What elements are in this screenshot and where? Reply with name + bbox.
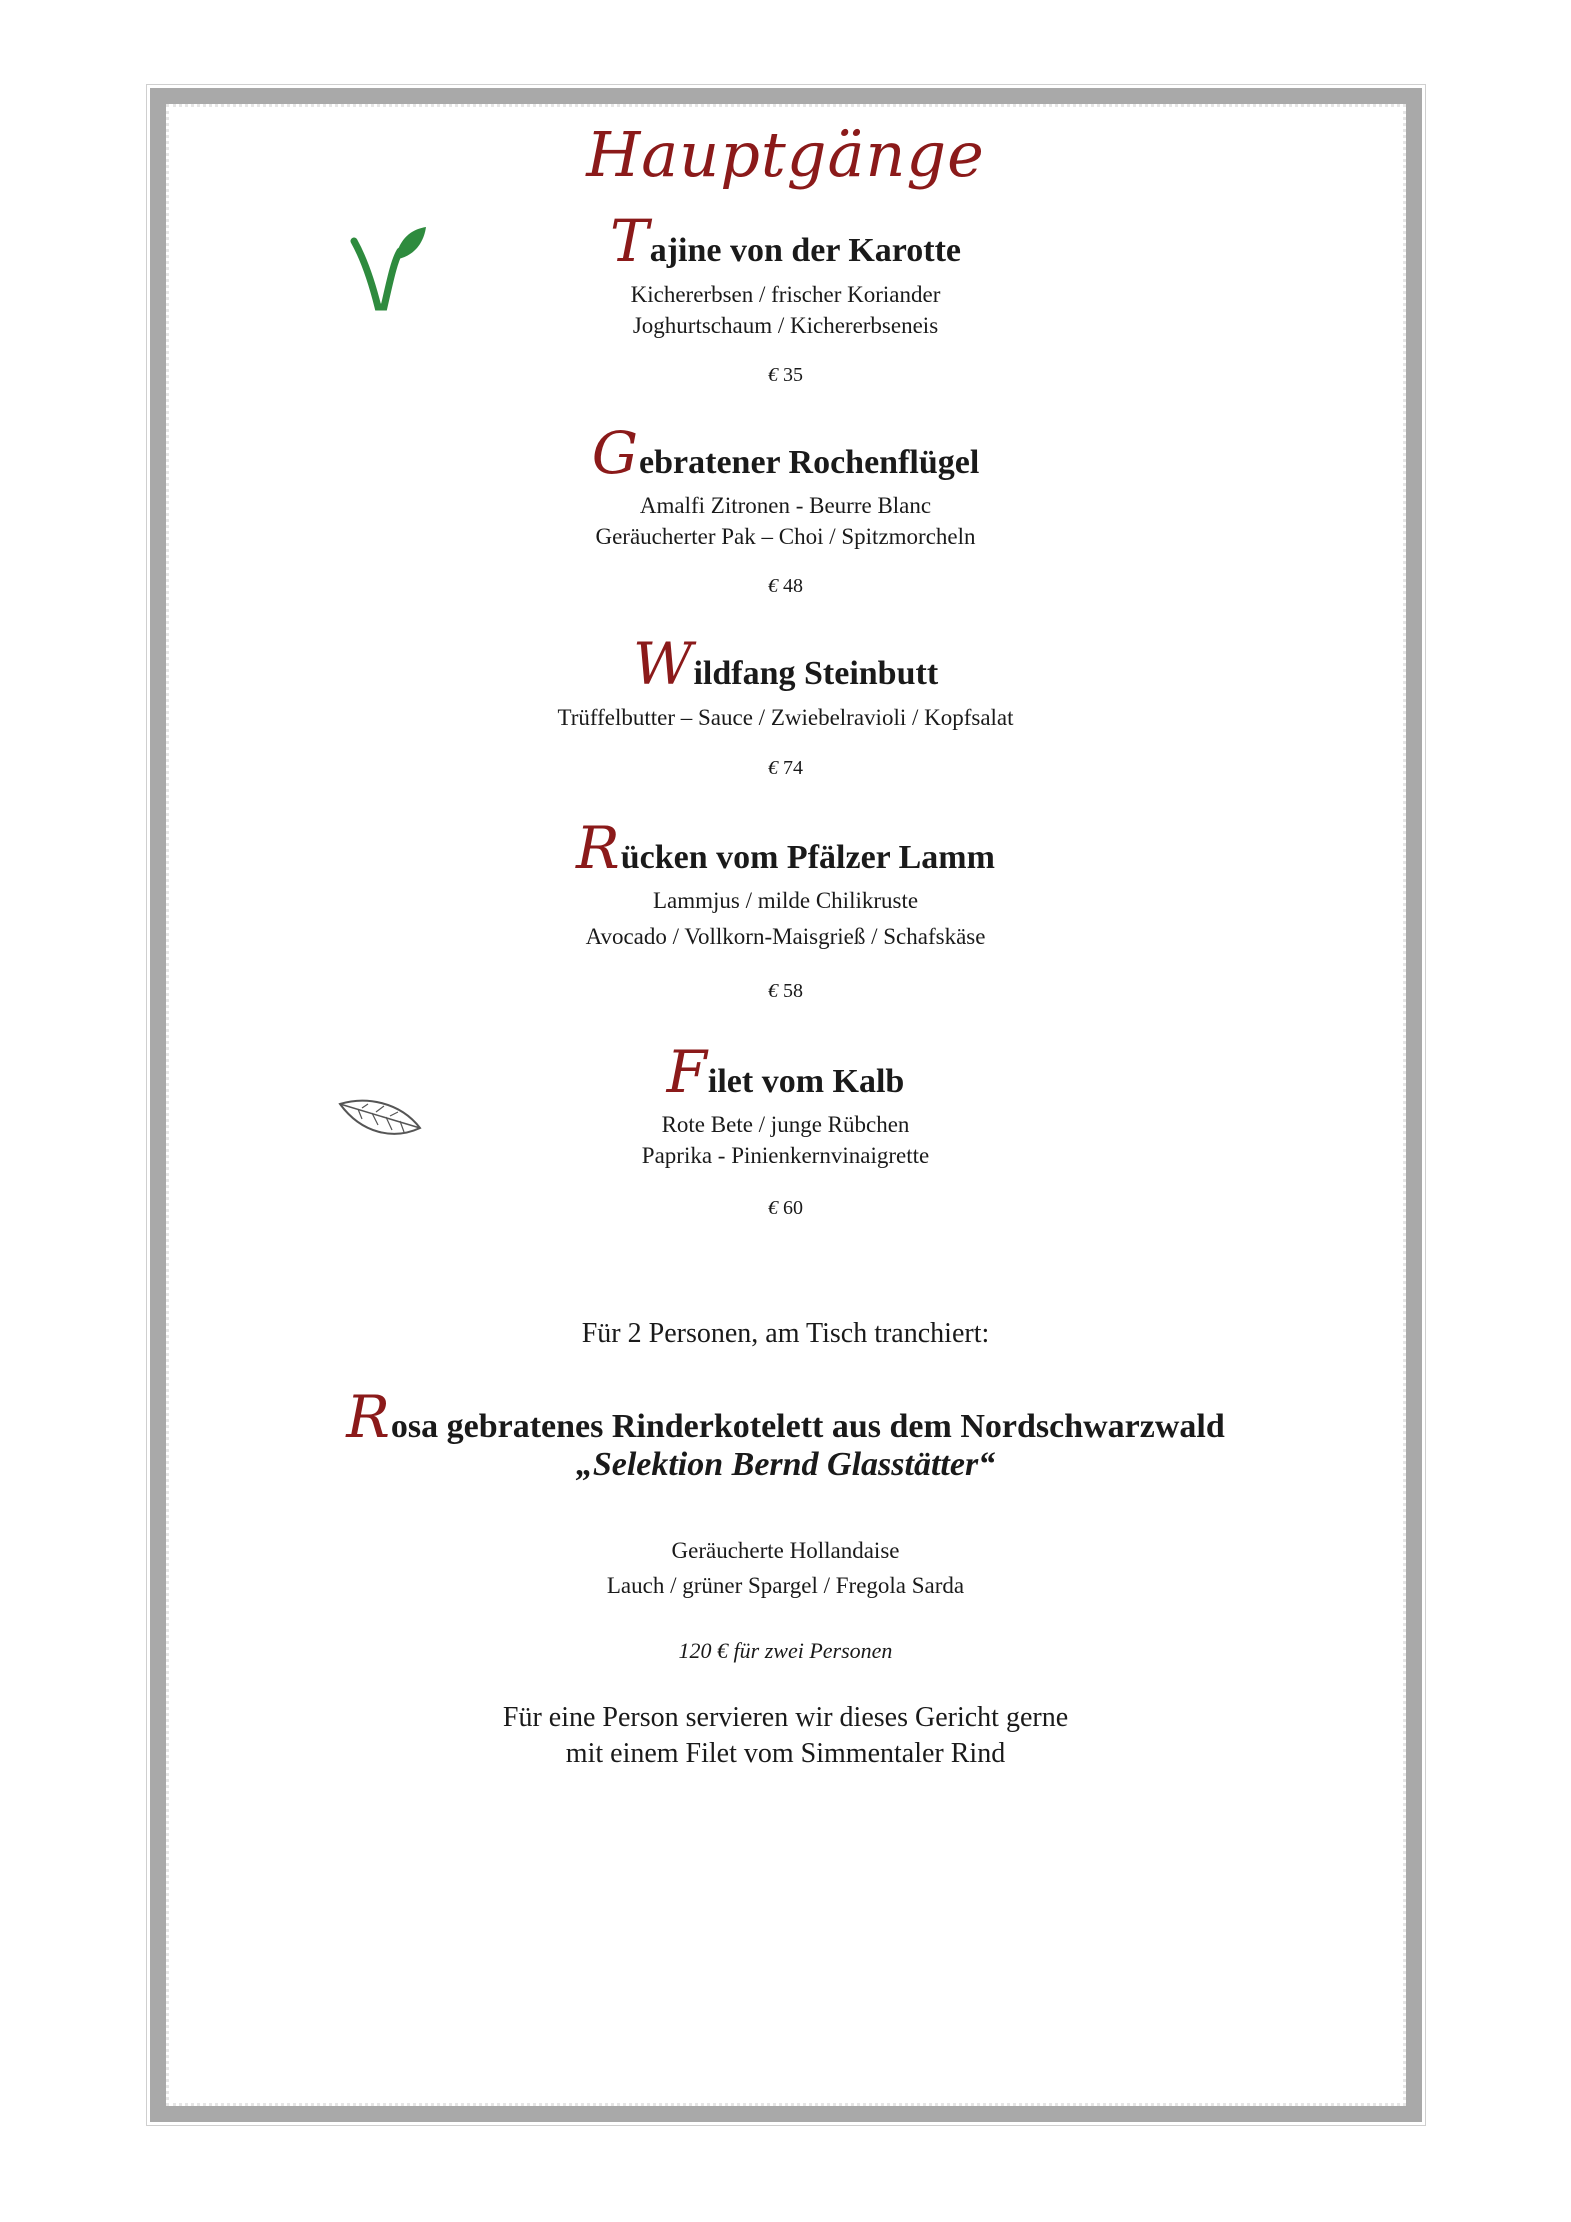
closing-line: mit einem Filet vom Simmentaler Rind	[565, 1738, 1006, 1769]
special-dish-name	[0, 1383, 1571, 1451]
dish-price	[0, 575, 1571, 598]
dish-price	[0, 757, 1571, 780]
currency-symbol: €	[768, 364, 778, 386]
price-value: 35	[783, 364, 803, 386]
dish-title: osa gebratenes Rinderkotelett aus dem Nordschwarzwald	[390, 1408, 1225, 1445]
dish-title: ücken vom Pfälzer Lamm	[620, 839, 995, 876]
special-price: 120 € für zwei Personen	[678, 1638, 893, 1663]
page-title: Hauptgänge	[586, 118, 985, 191]
dish-price	[0, 980, 1571, 1003]
dish-price	[0, 364, 1571, 387]
dish-title: ildfang Steinbutt	[693, 655, 939, 692]
currency-symbol: €	[768, 1197, 778, 1219]
dish-initial: G	[591, 419, 639, 487]
price-value: 48	[783, 575, 803, 597]
dish-initial: T	[610, 207, 649, 275]
dish-description-line: Lauch / grüner Spargel / Fregola Sarda	[606, 1573, 965, 1598]
dish-description-line: Avocado / Vollkorn-Maisgrieß / Schafskäse	[585, 924, 986, 949]
currency-symbol: €	[768, 575, 778, 597]
dish-description-line: Trüffelbutter – Sauce / Zwiebelravioli / Kopfsalat	[557, 705, 1014, 730]
dish-name	[0, 814, 1571, 882]
closing-line: Für eine Person servieren wir dieses Gericht gerne	[502, 1702, 1069, 1733]
dish-initial: W	[632, 630, 693, 698]
dish-title: ebratener Rochenflügel	[639, 444, 980, 481]
currency-symbol: €	[768, 980, 778, 1002]
dish-name	[0, 207, 1571, 275]
serving-note: Für 2 Personen, am Tisch tranchiert:	[581, 1318, 990, 1349]
dish-description-line: Lammjus / milde Chilikruste	[652, 888, 919, 913]
price-value: 60	[783, 1197, 803, 1219]
dish-title: ilet vom Kalb	[707, 1063, 905, 1100]
dish-title: ajine von der Karotte	[649, 232, 961, 269]
dish-name	[0, 419, 1571, 487]
dish-initial: F	[666, 1038, 707, 1106]
dish-description-line: Rote Bete / junge Rübchen	[661, 1112, 910, 1137]
price-value: 74	[783, 757, 803, 779]
currency-symbol: €	[768, 757, 778, 779]
price-value: 58	[783, 980, 803, 1002]
dish-description-line: Geräucherte Hollandaise	[671, 1538, 900, 1563]
dish-name	[0, 1038, 1571, 1106]
dish-price	[0, 1197, 1571, 1220]
dish-description-line: Amalfi Zitronen - Beurre Blanc	[639, 493, 932, 518]
dish-initial: R	[576, 814, 620, 882]
dish-description-line: Joghurtschaum / Kichererbseneis	[632, 313, 939, 338]
dish-description-line: Paprika - Pinienkernvinaigrette	[641, 1143, 930, 1168]
special-dish-subtitle: „Selektion Bernd Glasstätter“	[575, 1446, 996, 1483]
dish-description-line: Geräucherter Pak – Choi / Spitzmorcheln	[595, 524, 976, 549]
dish-initial: R	[346, 1383, 390, 1451]
dish-name	[0, 630, 1571, 698]
dish-description-line: Kichererbsen / frischer Koriander	[630, 282, 941, 307]
